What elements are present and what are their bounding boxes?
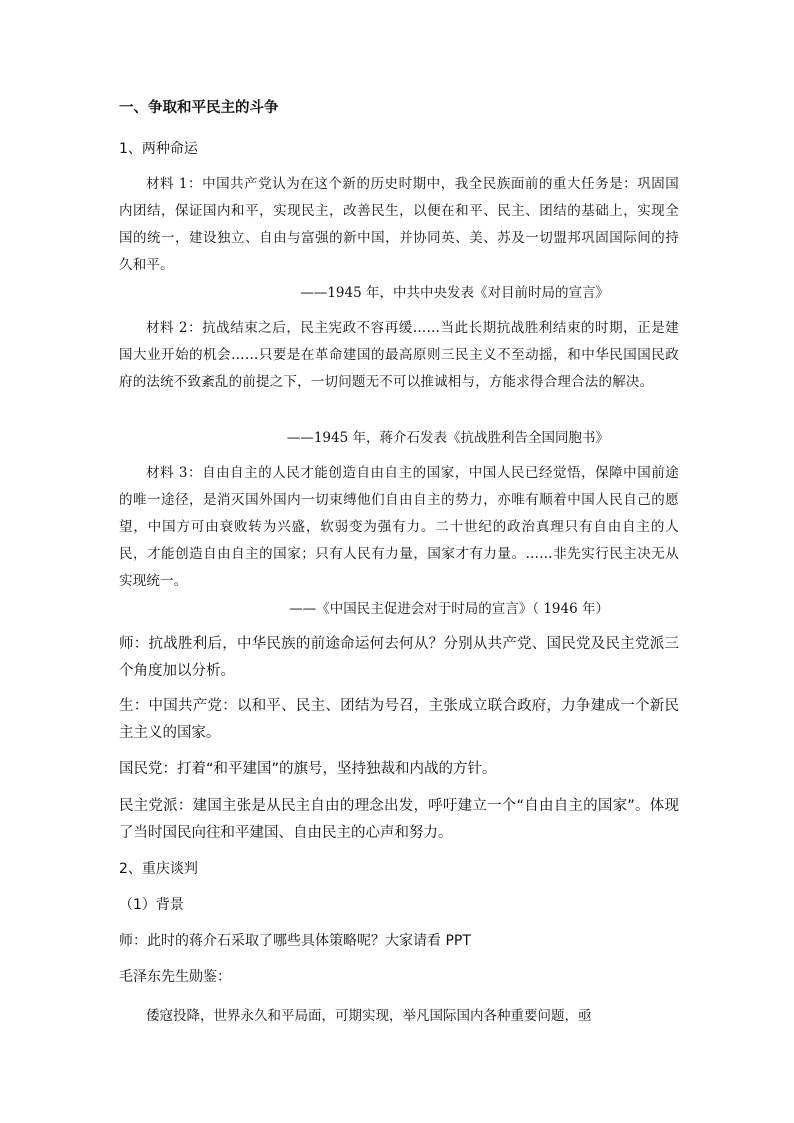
telegram-body: 倭寇投降，世界永久和平局面，可期实现，举凡国际国内各种重要问题，亟 <box>146 1008 592 1024</box>
material-2-paragraph: 材料 2：抗战结束之后，民主宪政不容再缓……当此长期抗战胜利结束的时期，正是建国大业开始的机会……只要是在革命建国的最高原则三民主义不至动摇，和中华民国国民政府的法统不致紊乱的前提之下，一切问题无不可以推诚相与，方能求得合理合法的解决。 <box>119 320 679 390</box>
background-heading: （1）背景 <box>119 897 184 913</box>
answer-democratic-parties: 民主党派：建国主张是从民主自由的理念出发，呼吁建立一个“自由自主的国家”。体现了当时国民向往和平建国、自由民主的心声和努力。 <box>119 798 679 841</box>
student-answer-cpc: 生：中国共产党：以和平、民主、团结为号召，主张成立联合政府，力争建成一个新民主主义的国家。 <box>119 698 679 741</box>
material-2-source: ——1945 年，蒋介石发表《抗战胜利告全国同胞书》 <box>286 430 609 446</box>
answer-kmt: 国民党：打着“和平建国”的旗号，坚持独裁和内战的方针。 <box>119 761 497 777</box>
subsection-title-two-fates: 1、两种命运 <box>119 141 198 157</box>
material-3-source: ——《中国民主促进会对于时局的宣言》（ 1946 年） <box>289 601 609 617</box>
section-heading: 一、争取和平民主的斗争 <box>119 100 279 116</box>
teacher-question-2: 师：此时的蒋介石采取了哪些具体策略呢？大家请看 PPT <box>119 933 471 949</box>
material-3-paragraph: 材料 3：自由自主的人民才能创造自由自主的国家，中国人民已经觉悟，保障中国前途的唯一途径，是消灭国外国内一切束缚他们自由自主的势力，亦唯有顺着中国人民自己的愿望，中国方可由衰败转为兴盛，软弱变为强有力。二十世纪的政治真理只有自由自主的人民，才能创造自由自主的国家；只有人民有力量，国家才有力量。……非先实行民主决无从实现统一。 <box>119 465 679 589</box>
subsection-title-chongqing: 2、重庆谈判 <box>119 861 198 877</box>
material-1-source: ——1945 年，中共中央发表《对目前时局的宣言》 <box>300 285 609 301</box>
teacher-question-1: 师：抗战胜利后，中华民族的前途命运何去何从？分别从共产党、国民党及民主党派三个角度加以分析。 <box>119 636 679 679</box>
material-1-paragraph: 材料 1：中国共产党认为在这个新的历史时期中，我全民族面前的重大任务是：巩固国内团结，保证国内和平，实现民主，改善民生，以便在和平、民主、团结的基础上，实现全国的统一，建设独立、自由与富强的新中国，并协同英、美、苏及一切盟邦巩固国际间的持久和平。 <box>119 176 679 273</box>
telegram-salutation: 毛泽东先生勋鉴： <box>119 969 231 985</box>
